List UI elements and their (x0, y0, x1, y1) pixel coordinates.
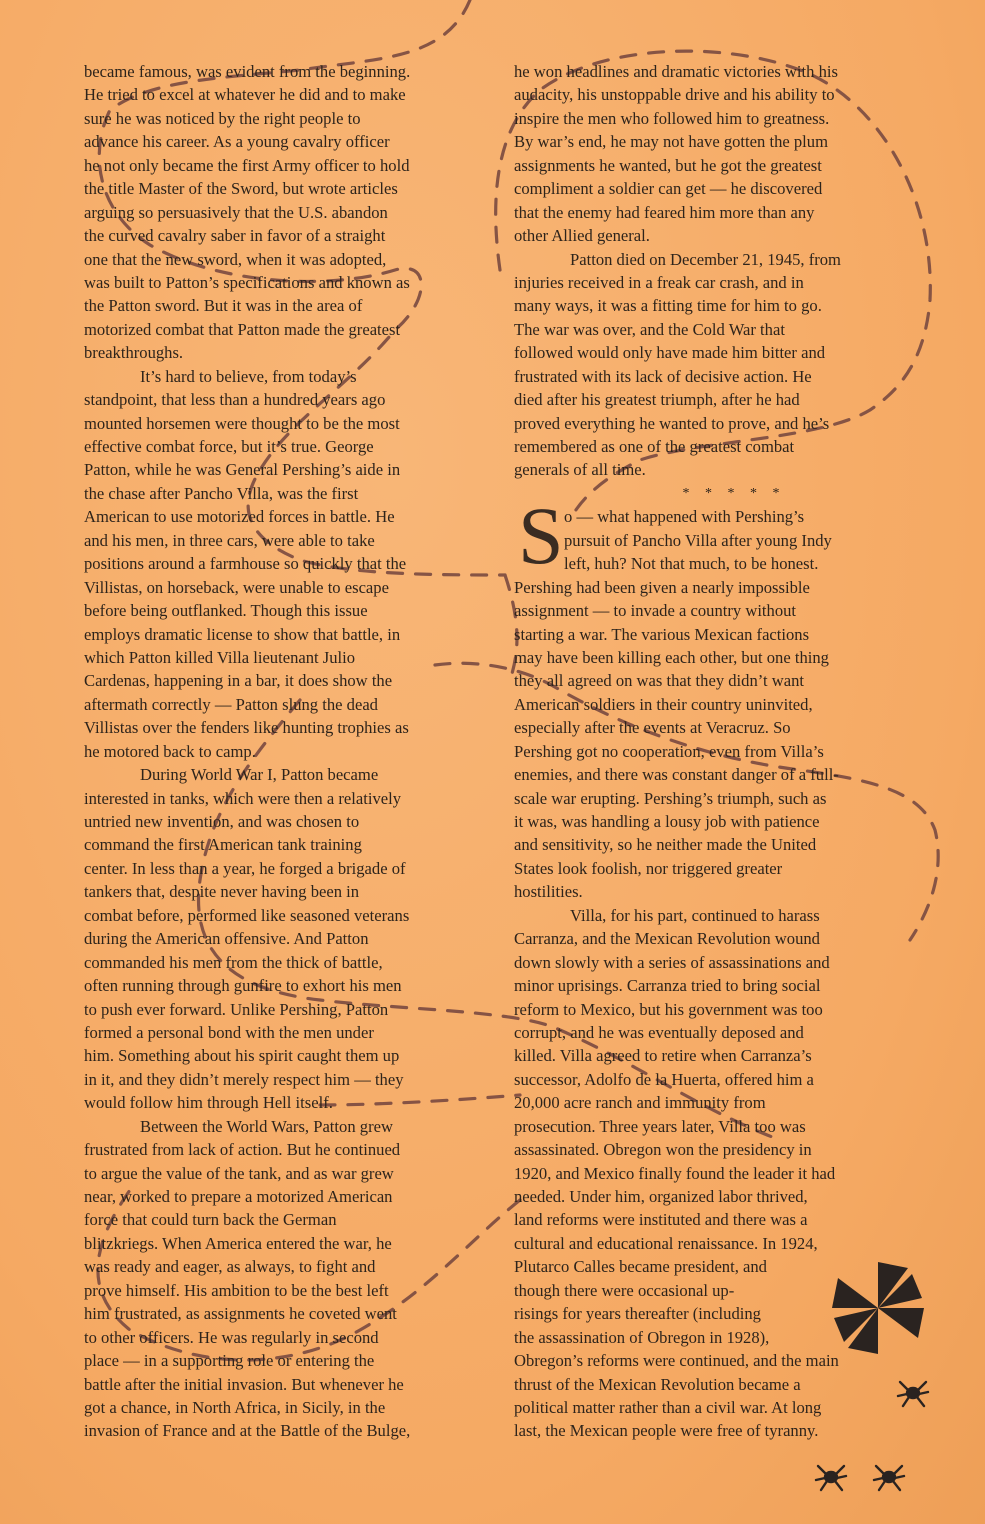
text-line: during the American offensive. And Patton (84, 929, 369, 949)
text-line: he not only became the first Army officer to hold (84, 155, 410, 175)
text-line: 20,000 acre ranch and immunity from (514, 1093, 766, 1113)
text-line: Patton, while he was General Pershing’s aide in (84, 460, 401, 480)
dropcap-paragraph (514, 490, 934, 582)
text-line: reform to Mexico, but his government was too (514, 999, 823, 1019)
text-line: sure he was noticed by the right people to (84, 108, 361, 128)
text-line: scale war erupting. Pershing’s triumph, such as (514, 788, 827, 808)
text-line: followed would only have made him bitter and (514, 343, 826, 363)
text-line: successor, Adolfo de la Huerta, offered him a (514, 1069, 814, 1089)
text-line: Obregon’s reforms were continued, and the main (514, 1351, 839, 1371)
text-line: and his men, in three cars, were able to take (84, 530, 375, 550)
text-line: injuries received in a freak car crash, and in (514, 272, 804, 292)
text-line: employs dramatic license to show that battle, in (84, 624, 401, 644)
paragraph (84, 763, 502, 1115)
text-line: hostilities. (514, 882, 583, 902)
text-line: force that could turn back the German (84, 1210, 337, 1230)
text-line: It’s hard to believe, from today’s (140, 366, 357, 386)
text-line: was ready and eager, as always, to fight and (84, 1257, 376, 1277)
text-line: died after his greatest triumph, after he had (514, 390, 800, 410)
text-line: tankers that, despite never having been in (84, 882, 360, 902)
text-line: interested in tanks, which were then a relatively (84, 788, 402, 808)
text-line: him. Something about his spirit caught them up (84, 1046, 400, 1066)
text-line: the Patton sword. But it was in the area of (84, 296, 363, 316)
text-line: killed. Villa agreed to retire when Carranza’s (514, 1046, 812, 1066)
text-line: to push ever forward. Unlike Pershing, Patton (84, 999, 389, 1019)
spider-icon (896, 1376, 930, 1410)
text-line: would follow him through Hell itself. (84, 1093, 333, 1113)
text-line: other Allied general. (514, 226, 650, 246)
left-text-column (84, 60, 502, 1443)
text-line: blitzkriegs. When America entered the war, he (84, 1233, 392, 1253)
text-line: o — what happened with Pershing’s (564, 507, 805, 527)
text-line: frustrated from lack of action. But he continued (84, 1140, 401, 1160)
text-line: though there were occasional up- (514, 1280, 735, 1300)
text-line: starting a war. The various Mexican factions (514, 624, 810, 644)
text-line: last, the Mexican people were free of tyranny. (514, 1421, 819, 1441)
text-line: to other officers. He was regularly in second (84, 1327, 379, 1347)
text-line: land reforms were instituted and there was a (514, 1210, 808, 1230)
text-line: often running through gunfire to exhort his men (84, 976, 402, 996)
text-line: that the enemy had feared him more than any (514, 202, 815, 222)
pinwheel-icon (832, 1262, 924, 1354)
text-line: States look foolish, nor triggered greater (514, 858, 783, 878)
paragraph (514, 904, 934, 1443)
text-line: audacity, his unstoppable drive and his ability to (514, 85, 835, 105)
text-line: to argue the value of the tank, and as war grew (84, 1163, 394, 1183)
text-line: He tried to excel at whatever he did and to make (84, 85, 406, 105)
text-line: effective combat force, but it’s true. George (84, 437, 374, 456)
paragraph (84, 60, 502, 365)
text-line: it was, was handling a lousy job with patience (514, 812, 820, 831)
text-line: motorized combat that Patton made the greatest (84, 319, 401, 339)
text-line: remembered as one of the greatest combat (514, 437, 795, 456)
text-line: the chase after Pancho Villa, was the first (84, 483, 359, 503)
text-line: many ways, it was a fitting time for him to go. (514, 296, 822, 316)
text-line: Villistas over the fenders like hunting trophies as (84, 718, 409, 738)
text-line: him frustrated, as assignments he coveted went (84, 1304, 397, 1324)
spider-icon (814, 1460, 848, 1494)
text-line: assignments he wanted, but he got the greatest (514, 155, 822, 175)
text-line: needed. Under him, organized labor thrived, (514, 1187, 808, 1206)
text-line: in it, and they didn’t merely respect him — they (84, 1069, 404, 1089)
text-line: and sensitivity, so he neither made the United (514, 835, 817, 855)
text-line: enemies, and there was constant danger of a full- (514, 765, 839, 785)
section-separator: * * * * * (682, 485, 786, 501)
text-line: American to use motorized forces in battle. He (84, 507, 395, 527)
text-line: combat before, performed like seasoned veterans (84, 905, 410, 925)
paragraph (514, 248, 934, 482)
text-line: the assassination of Obregon in 1928), (514, 1327, 770, 1347)
text-line: assassinated. Obregon won the presidency in (514, 1140, 812, 1160)
text-line: Plutarco Calles became president, and (514, 1257, 767, 1277)
text-line: down slowly with a series of assassinations and (514, 952, 830, 972)
text-line: he motored back to camp. (84, 741, 256, 761)
text-line: proved everything he wanted to prove, and he’s (514, 413, 830, 433)
text-line: he won headlines and dramatic victories with his (514, 62, 838, 81)
text-line: assignment — to invade a country without (514, 601, 797, 621)
text-line: center. In less than a year, he forged a brigade of (84, 858, 406, 878)
paragraph (514, 576, 934, 904)
text-line: got a chance, in North Africa, in Sicily, in the (84, 1397, 386, 1417)
text-line: minor uprisings. Carranza tried to bring social (514, 976, 821, 996)
text-line: Between the World Wars, Patton grew (140, 1116, 393, 1136)
text-line: positions around a farmhouse so quickly that the (84, 554, 407, 574)
text-line: battle after the initial invasion. But whenever he (84, 1374, 404, 1394)
paragraph (514, 60, 934, 248)
text-line: commanded his men from the thick of battle, (84, 952, 383, 972)
text-line: advance his career. As a young cavalry officer (84, 132, 390, 152)
text-line: especially after the events at Veracruz. So (514, 718, 791, 738)
text-line: Carranza, and the Mexican Revolution wound (514, 929, 820, 949)
spider-icon (872, 1460, 906, 1494)
text-line: arguing so persuasively that the U.S. abandon (84, 202, 388, 222)
text-line: Villistas, on horseback, were unable to escape (84, 577, 389, 597)
text-line: they all agreed on was that they didn’t want (514, 671, 805, 691)
text-line: frustrated with its lack of decisive action. He (514, 366, 812, 386)
text-line: Pershing got no cooperation, even from Villa’s (514, 741, 824, 761)
text-line: became famous, was evident from the beginning. (84, 62, 411, 81)
text-line: Villa, for his part, continued to harass (570, 905, 820, 925)
text-line: pursuit of Pancho Villa after young Indy (564, 530, 832, 550)
paragraph (84, 1115, 502, 1443)
text-line: By war’s end, he may not have gotten the plum (514, 132, 828, 152)
text-line: The war was over, and the Cold War that (514, 319, 785, 339)
text-line: untried new invention, and was chosen to (84, 812, 360, 831)
text-line: was built to Patton’s specifications and known as (84, 272, 410, 292)
text-line: may have been killing each other, but one thing (514, 647, 829, 667)
text-line: near, worked to prepare a motorized American (84, 1187, 393, 1206)
text-line: which Patton killed Villa lieutenant Julio (84, 647, 356, 667)
text-line: invasion of France and at the Battle of the Bulge, (84, 1421, 411, 1441)
text-line: Patton died on December 21, 1945, from (570, 249, 841, 269)
text-line: one that the new sword, when it was adopted, (84, 249, 387, 269)
text-line: thrust of the Mexican Revolution became a (514, 1374, 801, 1394)
text-line: Pershing had been given a nearly impossible (514, 577, 810, 597)
text-line: prosecution. Three years later, Villa too was (514, 1116, 806, 1136)
text-line: political matter rather than a civil war. At long (514, 1397, 822, 1417)
text-line: aftermath correctly — Patton slung the dead (84, 694, 378, 714)
text-line: generals of all time. (514, 460, 646, 480)
text-line: breakthroughs. (84, 343, 184, 363)
text-line: the title Master of the Sword, but wrote articles (84, 179, 398, 199)
text-line: compliment a soldier can get — he discovered (514, 179, 823, 199)
text-line: place — in a supporting role or entering the (84, 1351, 375, 1371)
text-line: command the first American tank training (84, 835, 362, 855)
text-line: inspire the men who followed him to greatness. (514, 108, 830, 128)
paragraph (84, 365, 502, 763)
text-line: risings for years thereafter (including (514, 1304, 761, 1324)
text-line: prove himself. His ambition to be the best left (84, 1280, 389, 1300)
text-line: mounted horsemen were thought to be the most (84, 413, 400, 433)
text-line: During World War I, Patton became (140, 765, 379, 785)
text-line: before being outflanked. Though this issue (84, 601, 368, 621)
text-line: Cardenas, happening in a bar, it does show the (84, 671, 393, 691)
text-line: the curved cavalry saber in favor of a straight (84, 226, 386, 246)
dropcap-letter: S (518, 490, 564, 582)
right-text-column (514, 60, 934, 1443)
text-line: corrupt, and he was eventually deposed and (514, 1022, 804, 1042)
text-line: left, huh? Not that much, to be honest. (564, 554, 819, 574)
text-line: cultural and educational renaissance. In 1924, (514, 1233, 818, 1253)
text-line: American soldiers in their country uninvited, (514, 694, 813, 714)
text-line: 1920, and Mexico finally found the leader it had (514, 1163, 836, 1183)
text-line: standpoint, that less than a hundred years ago (84, 390, 386, 410)
text-line: formed a personal bond with the men under (84, 1022, 374, 1042)
